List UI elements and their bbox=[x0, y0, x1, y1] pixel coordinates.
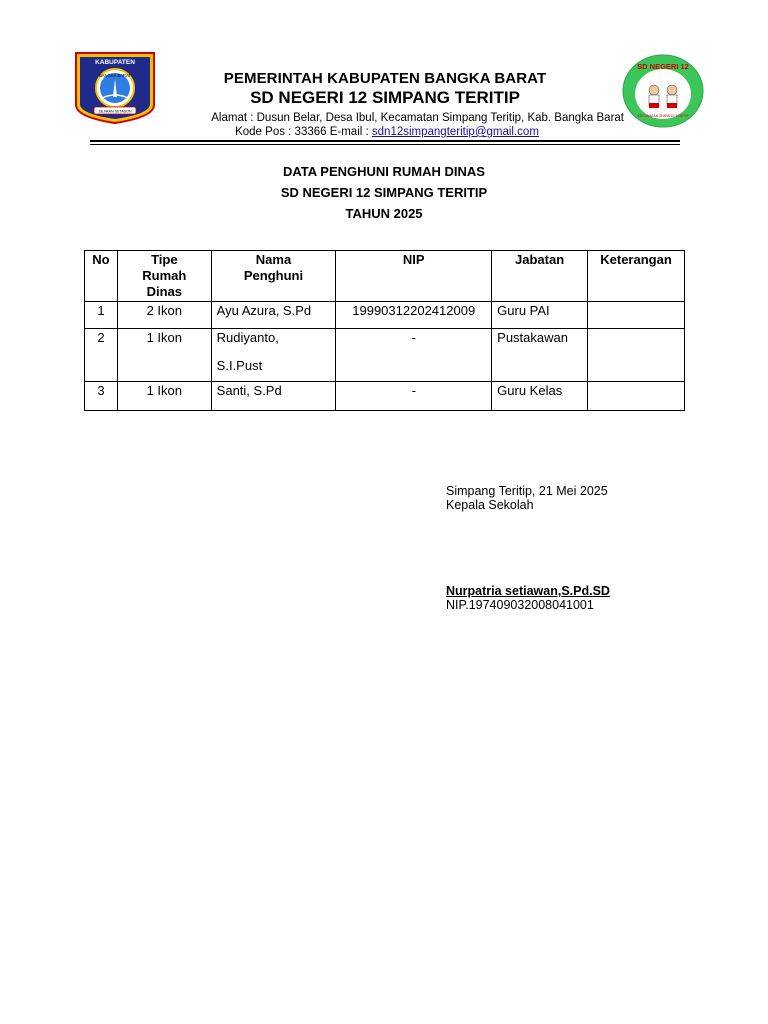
postal-email-line bbox=[150, 125, 624, 139]
logo-left-ribbon-text: SEJIRAN SETASON bbox=[98, 109, 132, 114]
header-divider-thick bbox=[90, 140, 680, 142]
table-header-row bbox=[85, 251, 685, 302]
document-title-block bbox=[0, 164, 768, 227]
government-name: PEMERINTAH KABUPATEN BANGKA BARAT bbox=[223, 70, 547, 87]
cell-keterangan bbox=[588, 302, 685, 329]
logo-left-top-text: KABUPATEN bbox=[95, 59, 135, 66]
cell-no: 2 bbox=[85, 329, 118, 382]
cell-jabatan: Guru Kelas bbox=[492, 382, 588, 411]
logo-right-top-text: SD NEGERI 12 bbox=[637, 62, 689, 71]
cell-nama bbox=[211, 329, 336, 382]
signature-place-date: Simpang Teritip, 21 Mei 2025 bbox=[446, 484, 608, 498]
cell-nip: 19990312202412009 bbox=[336, 302, 492, 329]
header-nip: NIP bbox=[336, 251, 492, 302]
school-logo-icon bbox=[622, 54, 704, 128]
cell-tipe: 1 Ikon bbox=[117, 382, 211, 411]
cell-nama-line1: Rudiyanto, bbox=[216, 330, 279, 345]
school-name: SD NEGERI 12 SIMPANG TERITIP bbox=[250, 88, 520, 107]
table-row bbox=[85, 329, 685, 382]
cell-tipe: 1 Ikon bbox=[117, 329, 211, 382]
logo-left-inner-text: BANGKA BARAT bbox=[98, 73, 132, 78]
header-no: No bbox=[85, 251, 118, 302]
letterhead bbox=[150, 70, 620, 108]
header-divider-thin bbox=[90, 144, 680, 145]
address-line: Alamat : Dusun Belar, Desa Ibul, Kecamatan Simpang Teritip, Kab. Bangka Barat bbox=[211, 112, 624, 124]
header-nama: Nama Penghuni bbox=[211, 251, 336, 302]
cell-no: 3 bbox=[85, 382, 118, 411]
document-title: DATA PENGHUNI RUMAH DINAS bbox=[283, 164, 485, 179]
residents-table bbox=[84, 250, 685, 411]
cell-jabatan: Pustakawan bbox=[492, 329, 588, 382]
cell-jabatan: Guru PAI bbox=[492, 302, 588, 329]
cell-tipe: 2 Ikon bbox=[117, 302, 211, 329]
signature-block bbox=[446, 484, 608, 512]
cell-keterangan bbox=[588, 382, 685, 411]
table-row bbox=[85, 382, 685, 411]
cell-nama: Santi, S.Pd bbox=[211, 382, 336, 411]
cell-nama: Ayu Azura, S.Pd bbox=[211, 302, 336, 329]
cell-no: 1 bbox=[85, 302, 118, 329]
email-link[interactable]: sdn12simpangteritip@gmail.com bbox=[371, 126, 539, 138]
cell-keterangan bbox=[588, 329, 685, 382]
logo-right-ring-text: KECAMATAN SIMPANG TERITIP bbox=[637, 114, 689, 118]
document-year: TAHUN 2025 bbox=[345, 206, 423, 221]
table-row bbox=[85, 302, 685, 329]
cell-nip: - bbox=[336, 382, 492, 411]
header-keterangan: Keterangan bbox=[588, 251, 685, 302]
signatory bbox=[446, 584, 610, 612]
header-jabatan: Jabatan bbox=[492, 251, 588, 302]
document-subtitle: SD NEGERI 12 SIMPANG TERITIP bbox=[280, 185, 488, 200]
bangka-barat-emblem-icon bbox=[72, 51, 158, 125]
header-tipe: Tipe Rumah Dinas bbox=[117, 251, 211, 302]
postal-code-text: Kode Pos : 33366 E-mail : bbox=[235, 126, 372, 138]
address-block bbox=[150, 111, 624, 139]
cell-nip: - bbox=[336, 329, 492, 382]
signatory-name: Nurpatria setiawan,S.Pd.SD bbox=[446, 584, 610, 598]
signatory-nip: NIP.197409032008041001 bbox=[446, 598, 594, 612]
signature-role: Kepala Sekolah bbox=[446, 498, 534, 512]
cell-nama-line2: S.I.Pust bbox=[216, 358, 263, 373]
